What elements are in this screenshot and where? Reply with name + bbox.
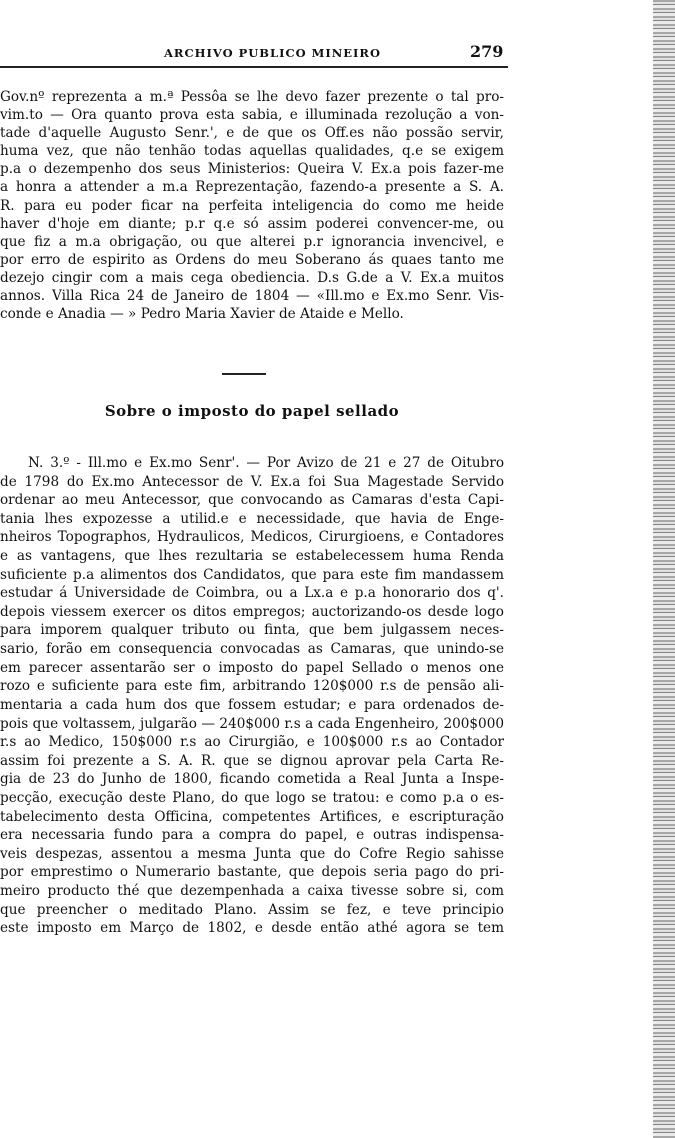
- text-line: assim foi prezente a S. A. R. que se dignou aprovar pela Carta Re-: [0, 752, 504, 769]
- text-line: pecção, execução deste Plano, do que logo se tratou: e como p.a o es-: [0, 789, 504, 806]
- section-heading: Sobre o imposto do papel sellado: [104, 402, 400, 420]
- text-line: em parecer assentarão ser o imposto do papel Sellado o menos one: [0, 659, 504, 676]
- section-divider: [222, 373, 266, 375]
- text-line: vim.to — Ora quanto prova esta sabia, e illuminada rezolução a von-: [0, 107, 504, 124]
- text-line: rozo e suficiente para este fim, arbitrando 120$000 r.s de pensão ali-: [0, 678, 504, 695]
- running-header: [0, 42, 512, 64]
- text-line: pois que voltassem, julgarão — 240$000 r.s a cada Engenheiro, 200$000: [0, 715, 504, 732]
- text-line: R. para eu poder ficar na perfeita inteligencia do como me heide: [0, 197, 504, 214]
- text-line: estudar á Universidade de Coimbra, ou a Lx.a e p.a honorario dos q'.: [0, 585, 504, 602]
- text-line: para imporem qualquer tributo ou finta, que bem julgassem neces-: [0, 622, 504, 639]
- text-line: huma vez, que não tenhão todas aquellas qualidades, q.e se exigem: [0, 143, 504, 160]
- text-line: a honra a attender a m.a Reprezentação, fazendo-a presente a S. A.: [0, 179, 504, 196]
- text-line: ordenar ao meu Antecessor, que convocando as Camaras d'esta Capi-: [0, 492, 504, 509]
- text-line: r.s ao Medico, 150$000 r.s ao Cirurgião, e 100$000 r.s ao Contador: [0, 734, 504, 751]
- running-title: ARCHIVO PUBLICO MINEIRO: [164, 46, 381, 60]
- text-line: veis despezas, assentou a mesma Junta que do Cofre Regio sahisse: [0, 845, 504, 862]
- text-line: e as vantagens, que lhes rezultaria se estabelecessem huma Renda: [0, 548, 504, 565]
- text-line: era necessaria fundo para a compra do papel, e outras indispensa-: [0, 827, 504, 844]
- paragraph-continued: [0, 88, 504, 323]
- text-line: annos. Villa Rica 24 de Janeiro de 1804 — «Ill.mo e Ex.mo Senr. Vis-: [0, 288, 504, 305]
- header-rule: [0, 66, 508, 68]
- text-line: tabelecimento desta Officina, competentes Artifices, e escripturação: [0, 808, 504, 825]
- text-line: dezejo cingir com a mais cega obediencia. D.s G.de a V. Ex.a muitos: [0, 269, 504, 286]
- text-line: sario, forão em consequencia convocadas as Camaras, que unindo-se: [0, 641, 504, 658]
- text-line: tania lhes expozesse a utilid.e e necessidade, que havia de Enge-: [0, 510, 504, 527]
- text-line: meiro producto thé que dezempenhada a caixa tivesse sobre si, com: [0, 883, 504, 900]
- text-line: de 1798 do Ex.mo Antecessor de V. Ex.a foi Sua Magestade Servido: [0, 473, 504, 490]
- text-line: por erro de espirito as Ordens do meu Soberano ás quaes tanto me: [0, 251, 504, 268]
- text-line: Gov.nº reprezenta a m.ª Pessôa se lhe devo fazer prezente o tal pro-: [0, 89, 504, 105]
- paragraph-body: [0, 454, 504, 938]
- scanned-page-edge: [653, 0, 675, 1138]
- text-line: mentaria a cada hum dos que fossem estudar; e para ordenados de-: [0, 696, 504, 713]
- page-number: 279: [470, 42, 504, 61]
- text-line: gia de 23 do Junho de 1800, ficando cometida a Real Junta a Inspe-: [0, 771, 504, 788]
- text-line: p.a o dezempenho dos seus Ministerios: Queira V. Ex.a pois fazer-me: [0, 161, 504, 178]
- text-line: N. 3.º - Ill.mo e Ex.mo Senr'. — Por Avizo de 21 e 27 de Oitubro: [28, 455, 504, 471]
- text-line: haver d'hoje em diante; p.r q.e só assim poderei convencer-me, ou: [0, 215, 504, 232]
- text-line: nheiros Topographos, Hydraulicos, Medicos, Cirurgioens, e Contadores: [0, 529, 504, 546]
- text-line: que preencher o meditado Plano. Assim se fez, e teve principio: [0, 901, 504, 918]
- text-line: conde e Anadia — » Pedro Maria Xavier de Ataide e Mello.: [0, 306, 404, 323]
- text-line: tade d'aquelle Augusto Senr.', e de que os Off.es não possão servir,: [0, 125, 504, 142]
- text-line: este imposto em Março de 1802, e desde então athé agora se tem: [0, 920, 504, 937]
- text-line: depois viessem exercer os ditos empregos; auctorizando-os desde logo: [0, 603, 504, 620]
- text-line: suficiente p.a alimentos dos Candidatos, que para este fim mandassem: [0, 566, 504, 583]
- text-line: por emprestimo o Numerario bastante, que depois seria pago do pri-: [0, 864, 504, 881]
- text-line: que fiz a m.a obrigação, ou que alterei p.r ignorancia invencivel, e: [0, 233, 504, 250]
